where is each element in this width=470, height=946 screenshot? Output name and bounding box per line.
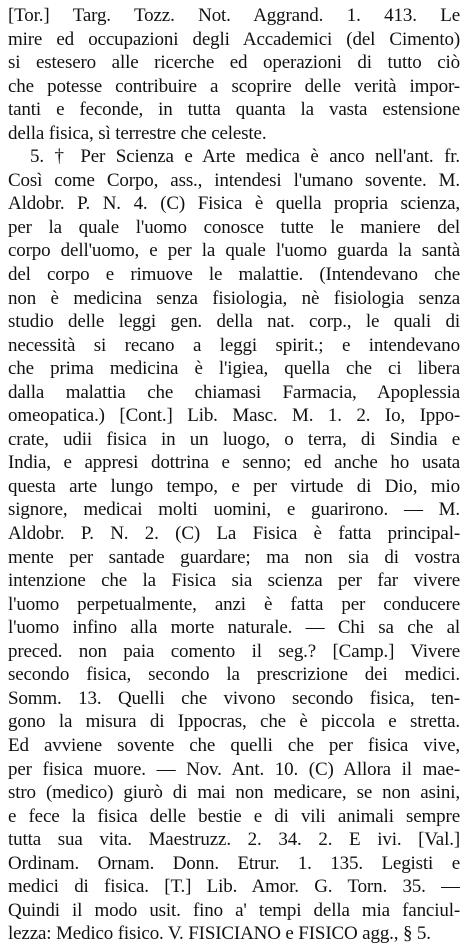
text-line: lezza: Medico fisico. V. FISICIANO e FISICO agg., § 5. [8,923,431,945]
text-line: corpo dell'uomo, e per la quale l'uomo guarda la santà [8,240,460,262]
text-line: secondo fisica, secondo la prescrizione dei medici. [8,664,460,686]
text-line: mente per santade guardare; ma non sia di vostra [8,546,460,568]
text-line: per fisica muore. — Nov. Ant. 10. (C) Allora il mae- [8,758,460,780]
text-line: crate, udii fisica in un luogo, o terra, di Sindia e [8,428,460,450]
text-line: Ordinam. Ornam. Donn. Etrur. 1. 135. Legisti e [8,852,460,874]
text-line: per la quale l'uomo conosce tutte le maniere del [8,216,460,238]
text-line: gono la misura di Ippocras, che è piccola e stretta. [8,711,460,733]
text-line: [Tor.] Targ. Tozz. Not. Aggrand. 1. 413. Le [8,5,460,26]
text-line: intenzione che la Fisica sia scienza per far vivere [8,570,460,592]
text-line: Quindi il modo usit. fino a' tempi della mia fanciul- [8,899,460,921]
text-line: Somm. 13. Quelli che vivono secondo fisica, ten- [8,687,460,709]
text-line: omeopatica.) [Cont.] Lib. Masc. M. 1. 2. Io, Ippo- [8,405,460,427]
text-line: preced. non paia comento il seg.? [Camp.] Vivere [8,640,460,662]
text-line: questa arte lungo tempo, e per virtude di Dio, mio [8,475,460,497]
section-heading-line: 5. † Per Scienza e Arte medica è anco nell'ant. fr. [30,146,460,168]
text-line: della fisica, sì terrestre che celeste. [8,122,267,144]
text-line: Ed avviene sovente che quelli che per fisica vive, [8,734,460,756]
text-line: studio delle leggi gen. della nat. corp., le quali di [8,311,460,333]
text-line: e fece la fisica delle bestie e di vili animali sempre [8,805,460,827]
text-line: si estesero alle ricerche ed operazioni di tutto ciò [8,52,460,74]
text-line: Aldobr. P. N. 4. (C) Fisica è quella propria scienza, [8,193,460,215]
text-line: signore, medicai molti uomini, e guarirono. — M. [8,499,460,521]
text-line: Aldobr. P. N. 2. (C) La Fisica è fatta principal- [8,523,460,545]
text-line: non è medicina senza fisiologia, nè fisiologia senza [8,287,460,309]
text-line: l'uomo perpetualmente, anzi è fatta per conducere [8,593,460,615]
text-line: stro (medico) giurò di mai non medicare, se non asini, [8,782,460,804]
text-line: tutta sua vita. Maestruzz. 2. 34. 2. E ivi. [Val.] [8,829,460,851]
text-line: mire ed occupazioni degli Accademici (del Cimento) [8,28,460,50]
text-line: India, e appresi dottrina e senno; ed anche ho usata [8,452,460,474]
text-line: l'uomo infino alla morte naturale. — Chi sa che al [8,617,460,639]
text-line: tanti e feconde, in tutta quanta la vasta estensione [8,99,460,121]
text-line: medici di fisica. [T.] Lib. Amor. G. Torn. 35. — [8,876,460,898]
text-line: dalla malattia che chiamasi Farmacia, Apoplessia [8,381,460,403]
text-line: Così come Corpo, ass., intendesi l'umano sovente. M. [8,169,460,191]
text-line: necessità si recano a leggi spirit.; e intendevano [8,334,460,356]
text-line: che potesse contribuire a scoprire delle verità impor- [8,75,460,97]
text-line: del corpo e rimuove le malattie. (Intendevano che [8,264,460,286]
text-line: che prima medicina è l'igiea, quella che ci libera [8,358,460,380]
